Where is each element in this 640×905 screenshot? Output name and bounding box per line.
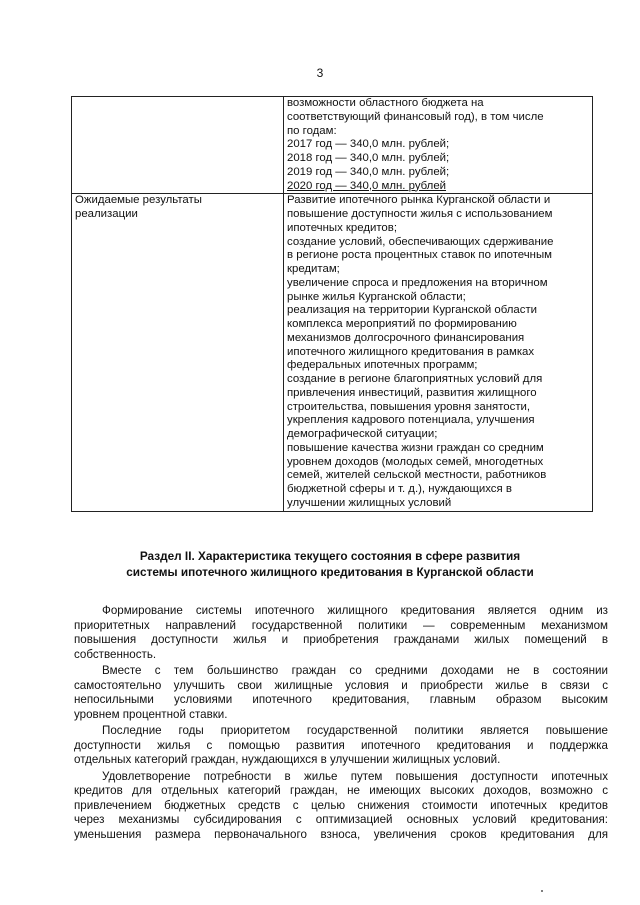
text-line: Удовлетворение потребности в жилье путем повышения доступности ипотечных [102, 769, 608, 783]
section-title-line: Раздел II. Характеристика текущего состояния в сфере развития [139, 549, 521, 563]
table-cell-label [72, 97, 284, 194]
cell-line: увеличение спроса и предложения на вторичном [287, 276, 548, 289]
cell-line: создание условий, обеспечивающих сдерживание [287, 235, 554, 248]
table-row [72, 97, 593, 194]
cell-line: повышение качества жизни граждан со средним [287, 441, 544, 454]
paragraph [74, 664, 608, 722]
table-cell-label [72, 194, 284, 511]
cell-line: укрепления кадрового потенциала, улучшения [287, 414, 535, 427]
cell-line: привлечения инвестиций, развития жилищного [287, 386, 537, 399]
cell-line: бюджетной сферы и т. д.), нуждающихся в [287, 483, 512, 495]
cell-line: уровнем доходов (молодых семей, многодетных [287, 455, 544, 468]
text-line: Формирование системы ипотечного жилищного кредитования является одним из [102, 604, 608, 617]
cell-line: рынке жилья Курганской области; [287, 290, 466, 303]
cell-line: 2020 год — 340,0 млн. рублей [287, 179, 447, 192]
cell-line: строительства, повышения уровня занятости, [287, 400, 531, 413]
text-line: Вместе с тем большинство граждан со средними доходами не в состоянии [102, 664, 608, 677]
label-line: реализации [75, 208, 138, 220]
scan-mark [541, 890, 543, 892]
cell-line: федеральных ипотечных программ; [287, 359, 478, 372]
cell-line: 2019 год — 340,0 млн. рублей; [287, 165, 450, 178]
text-line: повышения доступности жилья и приобретения гражданами жилых помещений в [74, 633, 608, 646]
text-line: самостоятельно улучшить свои жилищные условия и приобрести жилье в связи с [74, 678, 608, 692]
text-line: кредитов для отдельных категорий граждан, не имеющих высоких доходов, возможно с [74, 784, 608, 797]
text-line: отдельных категорий граждан, нуждающихся в улучшении жилищных условий. [74, 753, 501, 766]
text-line: Последние годы приоритетом государственной политики является повышение [102, 724, 608, 737]
text-line: через механизмы субсидирования с оптимизацией основных условий кредитования: [74, 813, 608, 826]
paragraph [74, 604, 608, 662]
cell-line: ипотечных кредитов; [287, 221, 397, 234]
body-text [74, 604, 608, 844]
cell-line: 2017 год — 340,0 млн. рублей; [287, 138, 450, 151]
section-title-line: системы ипотечного жилищного кредитования в Курганской области [126, 564, 534, 579]
text-line: уровнем процентной ставки. [74, 707, 228, 721]
cell-line: семей, жителей сельской местности, работников [287, 469, 547, 482]
paragraph [74, 770, 608, 843]
table-cell-value [284, 194, 593, 511]
text-line: собственность. [74, 647, 157, 661]
cell-line: механизмов долгосрочного финансирования [287, 331, 525, 344]
paragraph [74, 724, 608, 768]
text-line: привлечением бюджетных средств с целью снижения стоимости ипотечных кредитов [74, 798, 608, 812]
cell-line: по годам: [287, 124, 337, 137]
cell-line: возможности областного бюджета на [287, 97, 484, 109]
cell-line: демографической ситуации; [287, 428, 438, 440]
cell-line: улучшении жилищных условий [287, 496, 452, 509]
cell-line: реализация на территории Курганской области [287, 304, 538, 317]
cell-line: комплекса мероприятий по формированию [287, 318, 517, 330]
label-line: Ожидаемые результаты [75, 194, 202, 207]
cell-line: 2018 год — 340,0 млн. рублей; [287, 152, 450, 164]
cell-line: создание в регионе благоприятных условий для [287, 373, 543, 385]
text-line: приоритетных направлений государственной политики — современным механизмом [74, 618, 608, 632]
section-title [60, 549, 600, 580]
text-line: доступности жилья с помощью развития ипотечного кредитования и поддержка [74, 738, 608, 752]
cell-line: Развитие ипотечного рынка Курганской области и [287, 194, 551, 207]
text-line: уменьшения размера первоначального взноса, увеличения сроков кредитования для [74, 827, 608, 841]
program-passport-table [71, 96, 593, 512]
page-number: 3 [316, 66, 324, 80]
table-row [72, 194, 593, 511]
cell-line: кредитам; [287, 263, 340, 275]
cell-line: соответствующий финансовый год), в том числе [287, 110, 544, 123]
cell-line: повышение доступности жилья с использованием [287, 208, 553, 220]
table-cell-value [284, 97, 593, 194]
cell-line: в регионе роста процентных ставок по ипотечным [287, 249, 552, 262]
text-line: непосильными условиями ипотечного кредитования, главным образом высоким [74, 693, 608, 706]
cell-line: ипотечного жилищного кредитования в рамках [287, 345, 535, 358]
